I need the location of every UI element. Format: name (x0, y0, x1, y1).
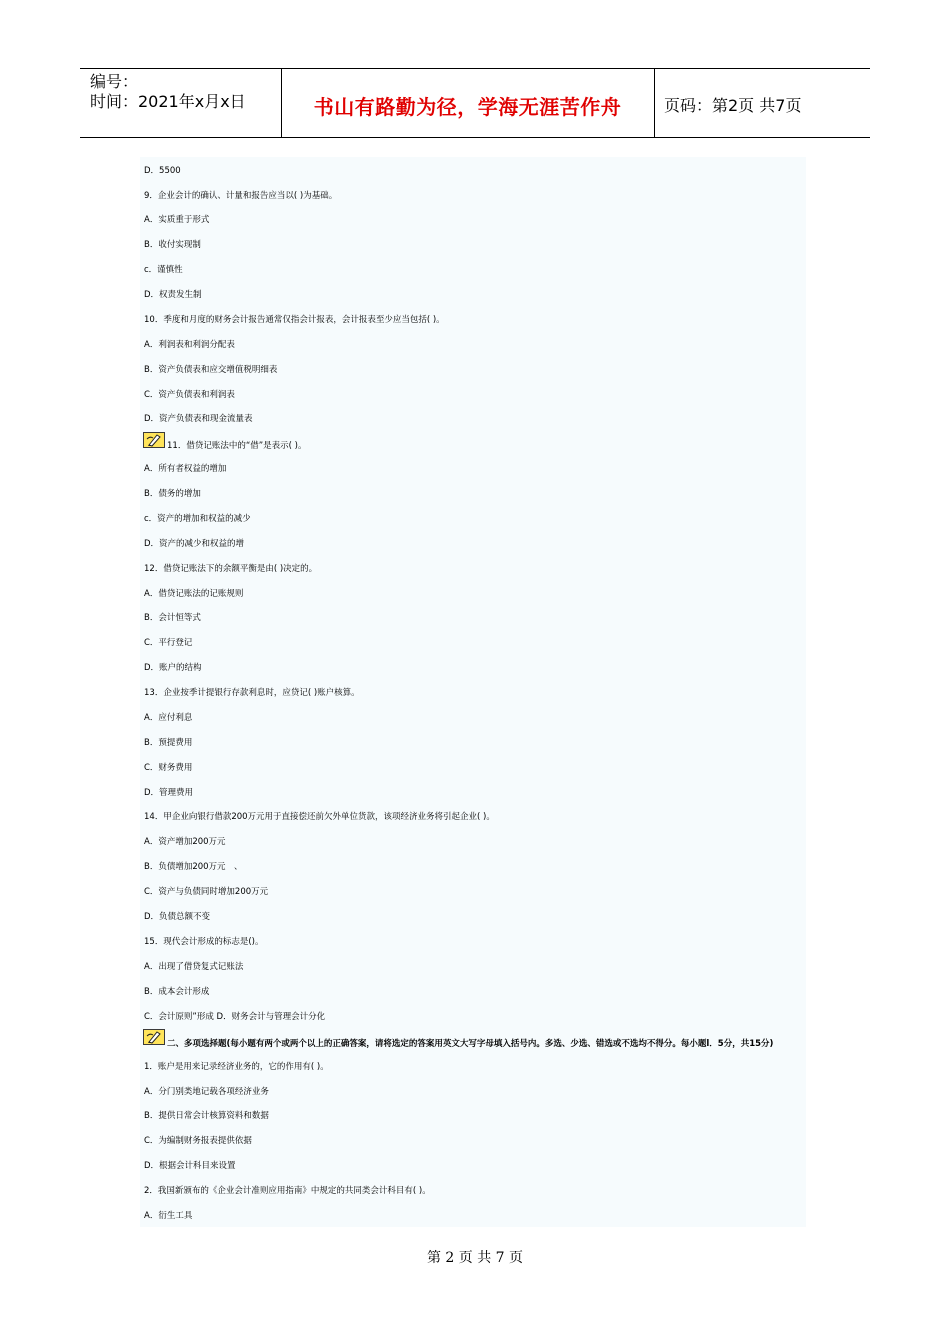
text-line: 13．企业按季计提银行存款利息时，应贷记( )账户核算。 (144, 688, 360, 698)
text-line: 2．我国新颁布的《企业会计准则应用指南》中规定的共同类会计科目有( )。 (144, 1186, 431, 1196)
header-motto: 书山有路勤为径，学海无涯苦作舟 (313, 95, 622, 119)
header-divider (654, 69, 655, 137)
page-info: 页码：第2页 共7页 (664, 96, 802, 115)
pencil-note-icon (143, 1029, 165, 1045)
text-line: C．资产负债表和利润表 (144, 390, 235, 400)
text-line: A．资产增加200万元 (144, 837, 226, 847)
text-line: 14．甲企业向银行借款200万元用于直接偿还前欠外单位货款，该项经济业务将引起企业( )。 (144, 812, 495, 822)
text-line: B．会计恒等式 (144, 613, 201, 623)
text-line: D．资产的减少和权益的增 (144, 539, 245, 549)
text-line: C．为编制财务报表提供依据 (144, 1136, 252, 1146)
text-line: A．利润表和利润分配表 (144, 340, 235, 350)
text-line: C．资产与负债同时增加200万元 (144, 887, 269, 897)
text-line: 15．现代会计形成的标志是()。 (144, 937, 264, 947)
text-line: c．谨慎性 (144, 265, 183, 275)
text-line: B．债务的增加 (144, 489, 201, 499)
text-line: D．权责发生制 (144, 290, 202, 300)
text-line: A．实质重于形式 (144, 215, 210, 225)
text-line: B．负债增加200万元 、 (144, 862, 243, 872)
text-line: D．根据会计科目来设置 (144, 1161, 236, 1171)
text-line: 10．季度和月度的财务会计报告通常仅指会计报表，会计报表至少应当包括( )。 (144, 315, 445, 325)
header-meta (90, 72, 246, 112)
text-line: D．账户的结构 (144, 663, 202, 673)
text-line: A．所有者权益的增加 (144, 464, 227, 474)
pencil-note-icon (143, 432, 165, 448)
text-line: c．资产的增加和权益的减少 (144, 514, 251, 524)
text-line: A．出现了借贷复式记账法 (144, 962, 244, 972)
section-heading: 二、多项选择题(每小题有两个或两个以上的正确答案，请将选定的答案用英文大写字母填入括号内。多选、少选、错选或不选均不得分。每小题l．5分，共15分) (167, 1039, 774, 1049)
page-header (80, 68, 870, 138)
text-line: B．资产负债表和应交增值税明细表 (144, 365, 278, 375)
text-line: 11．借贷记账法中的“借”是表示( )。 (167, 441, 307, 451)
text-line: A．应付利息 (144, 713, 193, 723)
text-line: D．资产负债表和现金流量表 (144, 414, 253, 424)
text-line: C．平行登记 (144, 638, 193, 648)
text-line: A．借贷记账法的记账规则 (144, 589, 244, 599)
text-line: 9．企业会计的确认、计量和报告应当以( )为基础。 (144, 191, 338, 201)
text-line: C．财务费用 (144, 763, 193, 773)
text-line: 12．借贷记账法下的余额平衡是由( )决定的。 (144, 564, 318, 574)
number-label: 编号： (90, 72, 139, 91)
text-line: B．成本会计形成 (144, 987, 210, 997)
page-footer: 第 2 页 共 7 页 (426, 1250, 524, 1266)
text-line: D．5500 (144, 166, 181, 176)
text-line: B．收付实现制 (144, 240, 201, 250)
text-line: D．管理费用 (144, 788, 194, 798)
text-line: A．分门别类地记载各项经济业务 (144, 1087, 269, 1097)
text-line: B．提供日常会计核算资料和数据 (144, 1111, 269, 1121)
text-line: A．衍生工具 (144, 1211, 193, 1221)
time-label: 时间：2021年x月x日 (90, 92, 246, 111)
text-line: 1．账户是用来记录经济业务的，它的作用有( )。 (144, 1062, 329, 1072)
text-line: B．预提费用 (144, 738, 193, 748)
text-line: D．负债总额不变 (144, 912, 211, 922)
text-line: C．会计原则”形成 D．财务会计与管理会计分化 (144, 1012, 326, 1022)
